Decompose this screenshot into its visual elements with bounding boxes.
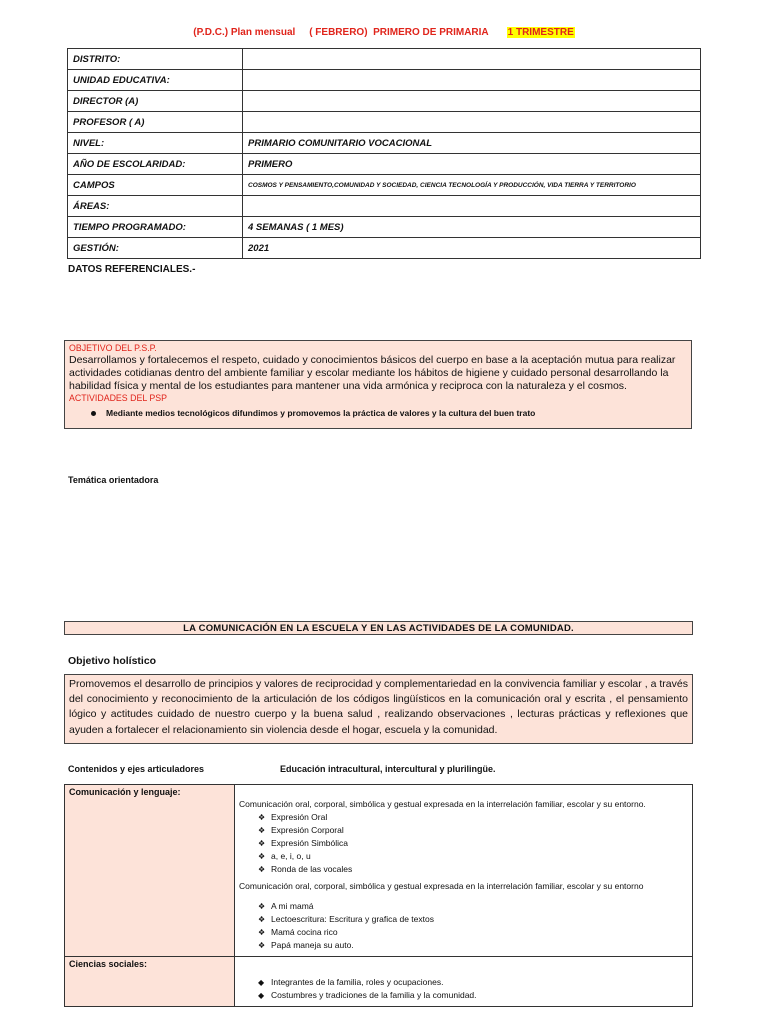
row-label: AÑO DE ESCOLARIDAD: [68, 154, 243, 175]
objetivo-holistico-heading: Objetivo holístico [68, 655, 157, 667]
table-row [65, 785, 693, 957]
table-row [68, 217, 701, 238]
list-item: ❖ Expresión Oral [258, 812, 328, 822]
content-list [239, 811, 688, 876]
diamond-bullet-icon: ❖ [258, 839, 266, 848]
table-row [68, 112, 701, 133]
objetivo-holistico-text: Promovemos el desarrollo de principios y valores de reciprocidad y complementariedad en la convivencia familiar y escolar , a través del conocimiento y reconocimiento de la articulación de los códigos lingüísticos en la comunicación oral y escrita , el pensamiento lógico y actitudes cuidado de nuestro cuerpo y la buena salud , realizando observaciones , lecturas prácticas y reflexiones que ayuden a fortalecer el relacionamiento sin violencia desde el hogar, escuela y la comunidad. [64, 674, 693, 744]
row-value: PRIMERO [243, 154, 701, 175]
list-item: ◆ Costumbres y tradiciones de la familia y la comunidad. [258, 990, 477, 1000]
psp-activities-label: ACTIVIDADES DEL PSP [69, 393, 167, 403]
table-row [68, 238, 701, 259]
table-row [68, 175, 701, 196]
tematica-label: Temática orientadora [68, 475, 159, 485]
psp-objective-label: OBJETIVO DEL P.S.P. [69, 343, 157, 353]
list-item: ❖ Expresión Simbólica [258, 838, 349, 848]
row-label: DIRECTOR (A) [68, 91, 243, 112]
list-item: ❖ Mamá cocina rico [258, 927, 338, 937]
area-content [235, 957, 693, 1007]
row-label: TIEMPO PROGRAMADO: [68, 217, 243, 238]
title-main: (P.D.C.) Plan mensual ( FEBRERO) PRIMERO DE PRIMARIA [193, 27, 489, 38]
row-label: CAMPOS [68, 175, 243, 196]
diamond-bullet-icon: ◆ [258, 991, 265, 1000]
referential-data-table [67, 48, 701, 259]
trimester-highlight: 1 TRIMESTRE [507, 27, 574, 38]
table-row [68, 70, 701, 91]
list-item: ❖ a, e, i, o, u [258, 851, 311, 861]
datos-referenciales-heading: DATOS REFERENCIALES.- [68, 264, 196, 275]
contenidos-heading: Contenidos y ejes articuladores [68, 764, 205, 774]
content-list [239, 976, 688, 1002]
activity-text: Mediante medios tecnológicos difundimos y promovemos la práctica de valores y la cultura del buen trato [106, 408, 536, 418]
diamond-bullet-icon: ❖ [258, 865, 266, 874]
row-value: 4 SEMANAS ( 1 MES) [243, 217, 701, 238]
diamond-bullet-icon: ❖ [258, 928, 266, 937]
area-sociales: Ciencias sociales: [65, 957, 235, 1007]
bullet-icon [91, 411, 96, 416]
diamond-bullet-icon: ❖ [258, 941, 266, 950]
row-label: ÁREAS: [68, 196, 243, 217]
list-item: ❖ Papá maneja su auto. [258, 940, 354, 950]
contents-table [64, 784, 693, 1007]
diamond-bullet-icon: ❖ [258, 826, 266, 835]
list-item: ❖ Lectoescritura: Escritura y grafica de textos [258, 914, 434, 924]
row-value [243, 49, 701, 70]
row-value [243, 70, 701, 91]
list-item [91, 408, 687, 418]
row-label: UNIDAD EDUCATIVA: [68, 70, 243, 91]
table-row [68, 196, 701, 217]
row-label: DISTRITO: [68, 49, 243, 70]
area-comunicacion: Comunicación y lenguaje: [65, 785, 235, 957]
diamond-bullet-icon: ❖ [258, 902, 266, 911]
content-intro: Comunicación oral, corporal, simbólica y gestual expresada en la interrelación familiar, escolar y su entorno. [239, 799, 646, 809]
row-value: PRIMARIO COMUNITARIO VOCACIONAL [243, 133, 701, 154]
table-row [68, 154, 701, 175]
diamond-bullet-icon: ❖ [258, 813, 266, 822]
table-row [65, 957, 693, 1007]
theme-title: LA COMUNICACIÓN EN LA ESCUELA Y EN LAS ACTIVIDADES DE LA COMUNIDAD. [64, 621, 693, 635]
row-value [243, 91, 701, 112]
list-item: ❖ Expresión Corporal [258, 825, 344, 835]
list-item: ❖ Ronda de las vocales [258, 864, 353, 874]
psp-objective-text: Desarrollamos y fortalecemos el respeto, cuidado y conocimientos básicos del cuerpo en base a la aceptación mutua para realizar actividades cotidianas dentro del ambiente familiar y escolar mediante los hábitos de higiene y cuidado personal desarrollando la habilidad física y mental de los estudiantes para mantener una vida armónica y reciproca con la naturaleza y el cosmos. [69, 354, 676, 392]
table-row [68, 49, 701, 70]
eje-articulador: Educación intracultural, intercultural y plurilingüe. [280, 764, 496, 774]
diamond-bullet-icon: ❖ [258, 852, 266, 861]
content-list [239, 900, 688, 952]
row-label: NIVEL: [68, 133, 243, 154]
psp-box [64, 340, 692, 429]
table-row [68, 133, 701, 154]
diamond-bullet-icon: ❖ [258, 915, 266, 924]
list-item: ◆ Integrantes de la familia, roles y ocupaciones. [258, 977, 444, 987]
document-title [0, 27, 768, 38]
row-value: 2021 [243, 238, 701, 259]
table-row [68, 91, 701, 112]
row-value: COSMOS Y PENSAMIENTO,COMUNIDAD Y SOCIEDAD, CIENCIA TECNOLOGÍA Y PRODUCCIÓN, VIDA TIERRA Y TERRITORIO [243, 175, 701, 196]
content-intro: Comunicación oral, corporal, simbólica y gestual expresada en la interrelación familiar, escolar y su entorno [239, 881, 644, 891]
diamond-bullet-icon: ◆ [258, 978, 265, 987]
row-label: PROFESOR ( A) [68, 112, 243, 133]
row-value [243, 112, 701, 133]
row-value [243, 196, 701, 217]
area-content [235, 785, 693, 957]
row-label: GESTIÓN: [68, 238, 243, 259]
list-item: ❖ A mi mamá [258, 901, 314, 911]
